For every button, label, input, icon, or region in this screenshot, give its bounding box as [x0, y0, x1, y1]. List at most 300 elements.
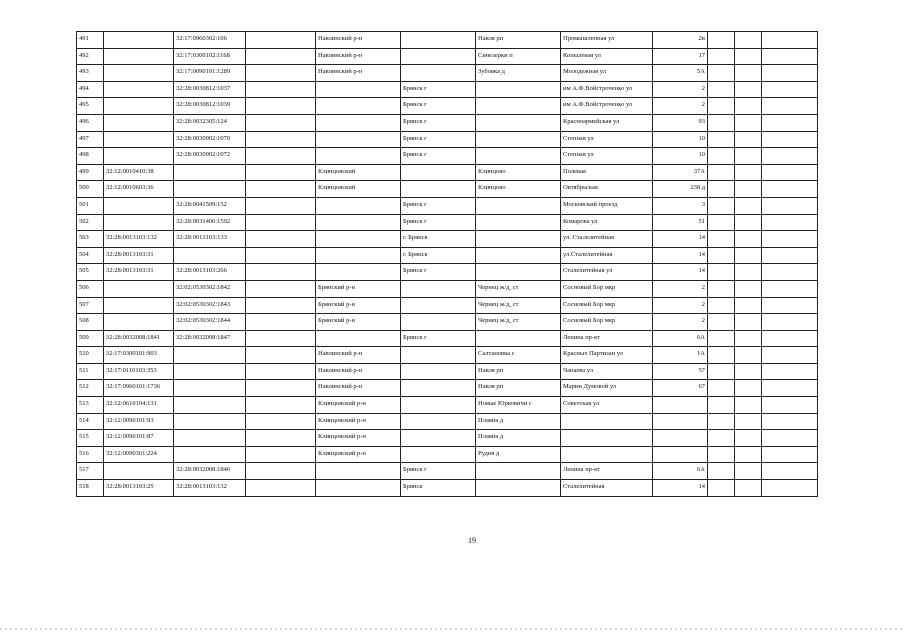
cell-empty — [735, 380, 762, 397]
cell-c6 — [476, 480, 561, 497]
cell-empty — [735, 397, 762, 414]
cell-empty — [735, 181, 762, 198]
cell-c8: 1А — [653, 347, 708, 364]
cell-c6 — [476, 131, 561, 148]
cell-c7: ул. Сталелитейная — [561, 231, 653, 248]
cell-c2 — [174, 380, 246, 397]
cell-c7: им А.Ф.Войстроченко ул — [561, 81, 653, 98]
cell-empty — [708, 314, 735, 331]
cell-empty — [762, 214, 818, 231]
cell-empty — [762, 380, 818, 397]
cell-c8: 2 — [653, 314, 708, 331]
cell-n: 495 — [77, 98, 104, 115]
cell-c8: 238 д — [653, 181, 708, 198]
cell-c6: Зубовка д — [476, 65, 561, 82]
cell-c8: 37А — [653, 164, 708, 181]
cell-empty — [735, 114, 762, 131]
cell-c5: Брянск г — [401, 98, 476, 115]
cell-c8: 10 — [653, 131, 708, 148]
cell-c2: 32:28:0032008:1847 — [174, 330, 246, 347]
cell-n: 512 — [77, 380, 104, 397]
cell-c5 — [401, 380, 476, 397]
cell-c8 — [653, 413, 708, 430]
cell-c2 — [174, 430, 246, 447]
table-row — [77, 214, 818, 231]
cell-c6: Чернец ж/д_ст — [476, 280, 561, 297]
cell-c8: 14 — [653, 264, 708, 281]
cell-c8: 2 — [653, 297, 708, 314]
cell-n: 515 — [77, 430, 104, 447]
cell-c5 — [401, 280, 476, 297]
cell-c2: 32:02:0530302:1843 — [174, 297, 246, 314]
cell-c3 — [246, 413, 316, 430]
cell-c2: 32:28:0013103:133 — [174, 231, 246, 248]
table-row — [77, 330, 818, 347]
cell-empty — [708, 214, 735, 231]
cell-empty — [762, 297, 818, 314]
cell-c8: 51 — [653, 214, 708, 231]
cell-c5 — [401, 363, 476, 380]
cell-empty — [762, 231, 818, 248]
table-row — [77, 314, 818, 331]
cell-empty — [708, 280, 735, 297]
cell-c2: 32:28:0031406:1592 — [174, 214, 246, 231]
cell-empty — [708, 131, 735, 148]
cell-c3 — [246, 131, 316, 148]
cell-c4 — [316, 480, 401, 497]
cell-c1 — [104, 114, 174, 131]
cell-c1: 32:12:0010410:38 — [104, 164, 174, 181]
cell-c2: 32:28:0030902:1070 — [174, 131, 246, 148]
cell-empty — [708, 247, 735, 264]
cell-empty — [762, 446, 818, 463]
cell-c6 — [476, 148, 561, 165]
cell-empty — [708, 231, 735, 248]
cell-c5 — [401, 48, 476, 65]
cell-c4: Клинцовский р-н — [316, 430, 401, 447]
cell-empty — [708, 480, 735, 497]
cell-c7: Красных Партизан ул — [561, 347, 653, 364]
table-row — [77, 98, 818, 115]
cell-c5 — [401, 314, 476, 331]
cell-n: 493 — [77, 65, 104, 82]
cell-c2: 32:28:0030812:1039 — [174, 98, 246, 115]
table-row — [77, 114, 818, 131]
cell-empty — [735, 197, 762, 214]
cell-c7: Копылевая ул — [561, 48, 653, 65]
cell-empty — [762, 65, 818, 82]
cell-c4 — [316, 131, 401, 148]
table-row — [77, 131, 818, 148]
cell-c3 — [246, 380, 316, 397]
cell-empty — [762, 181, 818, 198]
table-row — [77, 32, 818, 49]
cell-c3 — [246, 81, 316, 98]
cell-c2 — [174, 363, 246, 380]
cell-c2 — [174, 247, 246, 264]
cell-c5 — [401, 32, 476, 49]
cell-c5 — [401, 446, 476, 463]
cell-c7: Промышленная ул — [561, 32, 653, 49]
cell-empty — [762, 347, 818, 364]
cell-empty — [762, 197, 818, 214]
cell-c3 — [246, 98, 316, 115]
cell-empty — [708, 98, 735, 115]
cell-c6 — [476, 214, 561, 231]
cell-c5 — [401, 347, 476, 364]
cell-n: 517 — [77, 463, 104, 480]
cell-n: 511 — [77, 363, 104, 380]
cell-n: 500 — [77, 181, 104, 198]
cell-n: 496 — [77, 114, 104, 131]
cell-c5 — [401, 164, 476, 181]
cell-c4 — [316, 247, 401, 264]
cell-c1: 32:28:0013103:132 — [104, 231, 174, 248]
cell-c7: Красноармейская ул — [561, 114, 653, 131]
cell-empty — [762, 314, 818, 331]
cell-c6: Плавна д — [476, 430, 561, 447]
cell-c6: Чернец ж/д_ст — [476, 297, 561, 314]
cell-empty — [708, 148, 735, 165]
cell-c3 — [246, 363, 316, 380]
cell-c2: 32:02:0530302:1842 — [174, 280, 246, 297]
cell-c8: 5А — [653, 65, 708, 82]
cell-c4 — [316, 81, 401, 98]
cell-c2: 32:17:0090101:1289 — [174, 65, 246, 82]
cell-empty — [708, 32, 735, 49]
cell-c6: Синезерки п — [476, 48, 561, 65]
cell-c1: 32:28:0013103:25 — [104, 480, 174, 497]
cell-c7: Степная ул — [561, 148, 653, 165]
cell-c3 — [246, 430, 316, 447]
cell-c6 — [476, 197, 561, 214]
cell-c8: 14 — [653, 231, 708, 248]
cell-c8: 6А — [653, 463, 708, 480]
cell-c7 — [561, 446, 653, 463]
cell-c4: Навлинский р-н — [316, 380, 401, 397]
cell-c4 — [316, 114, 401, 131]
cell-c7: Московский проезд — [561, 197, 653, 214]
cell-n: 518 — [77, 480, 104, 497]
cell-c2 — [174, 164, 246, 181]
cell-c3 — [246, 330, 316, 347]
cell-empty — [762, 397, 818, 414]
cell-n: 499 — [77, 164, 104, 181]
cell-c1 — [104, 32, 174, 49]
cell-c8: 2 — [653, 98, 708, 115]
cell-c8: 17 — [653, 48, 708, 65]
table-row — [77, 363, 818, 380]
cell-empty — [735, 48, 762, 65]
cell-c5 — [401, 65, 476, 82]
cell-empty — [762, 247, 818, 264]
cell-empty — [735, 264, 762, 281]
cell-c1 — [104, 98, 174, 115]
cell-c1 — [104, 81, 174, 98]
table-row — [77, 347, 818, 364]
cell-empty — [708, 363, 735, 380]
cell-n: 505 — [77, 264, 104, 281]
table-row — [77, 480, 818, 497]
cell-c3 — [246, 446, 316, 463]
cell-c1 — [104, 297, 174, 314]
cell-c1: 32:17:0300101:903 — [104, 347, 174, 364]
cell-c4: Навлинский р-н — [316, 65, 401, 82]
cell-c6 — [476, 463, 561, 480]
cell-c5 — [401, 413, 476, 430]
cell-c1: 32:12:0090301:224 — [104, 446, 174, 463]
cell-c1 — [104, 48, 174, 65]
cell-empty — [762, 413, 818, 430]
cell-empty — [735, 413, 762, 430]
cell-c4: Клинцовский р-н — [316, 397, 401, 414]
cell-empty — [708, 48, 735, 65]
cell-c1 — [104, 197, 174, 214]
cell-c4 — [316, 264, 401, 281]
cell-c6: Салтановка с — [476, 347, 561, 364]
cell-c5: г. Брянск — [401, 247, 476, 264]
cell-empty — [735, 65, 762, 82]
cell-c3 — [246, 32, 316, 49]
cell-empty — [762, 131, 818, 148]
cell-c4 — [316, 197, 401, 214]
cell-c3 — [246, 264, 316, 281]
cell-c1 — [104, 314, 174, 331]
cell-empty — [735, 164, 762, 181]
cell-c5: Брянск г — [401, 131, 476, 148]
cell-c3 — [246, 347, 316, 364]
cell-n: 504 — [77, 247, 104, 264]
cell-empty — [735, 81, 762, 98]
cell-c7: им А.Ф.Войстроченко ул — [561, 98, 653, 115]
cell-c8: 2 — [653, 280, 708, 297]
cell-c8 — [653, 446, 708, 463]
cell-c4: Навлинский р-н — [316, 347, 401, 364]
cell-empty — [762, 148, 818, 165]
cell-empty — [708, 65, 735, 82]
table-row — [77, 247, 818, 264]
cell-c4 — [316, 231, 401, 248]
cell-c1 — [104, 148, 174, 165]
cell-empty — [762, 363, 818, 380]
cell-c2: 32:28:0030902:1072 — [174, 148, 246, 165]
cell-c7: Сосновый Бор мкр — [561, 297, 653, 314]
cell-c3 — [246, 181, 316, 198]
cell-c4: Навлинский р-н — [316, 363, 401, 380]
cell-c4 — [316, 463, 401, 480]
cell-empty — [762, 32, 818, 49]
cell-c6 — [476, 231, 561, 248]
cell-empty — [708, 430, 735, 447]
cell-empty — [708, 463, 735, 480]
table-row — [77, 264, 818, 281]
cell-c7: Степная ул — [561, 131, 653, 148]
cell-c7: Сталелитейная ул — [561, 264, 653, 281]
cell-empty — [762, 81, 818, 98]
cell-c1: 32:17:0110103:353 — [104, 363, 174, 380]
cell-c1: 32:12:0090101:93 — [104, 413, 174, 430]
cell-c1 — [104, 65, 174, 82]
cell-c2 — [174, 347, 246, 364]
table-row — [77, 181, 818, 198]
cell-c7: ул.Сталелитейная — [561, 247, 653, 264]
cell-c7: Октябрьская — [561, 181, 653, 198]
cell-c2 — [174, 413, 246, 430]
cell-n: 516 — [77, 446, 104, 463]
table-row — [77, 231, 818, 248]
table-row — [77, 380, 818, 397]
cell-c3 — [246, 314, 316, 331]
cell-n: 491 — [77, 32, 104, 49]
cell-empty — [708, 164, 735, 181]
cell-empty — [708, 347, 735, 364]
cell-c4: Брянский р-н — [316, 314, 401, 331]
cell-c1: 32:28:0032008:1841 — [104, 330, 174, 347]
cell-empty — [735, 330, 762, 347]
cell-c4: Клинцовский — [316, 181, 401, 198]
cell-c7: Советская ул — [561, 397, 653, 414]
table-row — [77, 197, 818, 214]
scan-artifact-line — [0, 628, 905, 630]
cell-empty — [735, 363, 762, 380]
cell-empty — [708, 330, 735, 347]
cell-c6: Новые Юрковичи с — [476, 397, 561, 414]
cell-c1 — [104, 214, 174, 231]
cell-empty — [762, 114, 818, 131]
table-row — [77, 148, 818, 165]
cell-empty — [708, 297, 735, 314]
cell-c7: Чапаева ул — [561, 363, 653, 380]
cell-c8 — [653, 430, 708, 447]
cell-empty — [708, 181, 735, 198]
cell-c3 — [246, 247, 316, 264]
cell-c2: 32:28:0032008:1846 — [174, 463, 246, 480]
cell-c1 — [104, 280, 174, 297]
cell-c8 — [653, 397, 708, 414]
table-body — [77, 32, 818, 497]
cell-empty — [735, 32, 762, 49]
cell-c3 — [246, 480, 316, 497]
cell-empty — [762, 280, 818, 297]
cell-c6: Навля рп — [476, 380, 561, 397]
cell-c2: 32:17:0300102:1168 — [174, 48, 246, 65]
cell-empty — [708, 397, 735, 414]
cell-c6: Чернец ж/д_ст — [476, 314, 561, 331]
cell-empty — [735, 131, 762, 148]
cell-c7: Сосновый Бор мкр — [561, 314, 653, 331]
cell-empty — [708, 413, 735, 430]
cell-c1: 32:28:0013103:31 — [104, 247, 174, 264]
cell-c6 — [476, 264, 561, 281]
cell-c5 — [401, 297, 476, 314]
cell-empty — [762, 264, 818, 281]
cell-c3 — [246, 164, 316, 181]
table-row — [77, 48, 818, 65]
cell-c7: Ленина пр-кт — [561, 463, 653, 480]
cell-c8: 57 — [653, 363, 708, 380]
table-row — [77, 280, 818, 297]
table-row — [77, 446, 818, 463]
table-row — [77, 65, 818, 82]
cell-c6: Рудня д — [476, 446, 561, 463]
cell-c3 — [246, 48, 316, 65]
cell-c8: 3 — [653, 197, 708, 214]
cell-c7: Ленина пр-кт — [561, 330, 653, 347]
cell-c3 — [246, 214, 316, 231]
cell-c2 — [174, 181, 246, 198]
cell-c5: Брянск г — [401, 114, 476, 131]
cell-empty — [735, 347, 762, 364]
cell-n: 498 — [77, 148, 104, 165]
cell-empty — [708, 81, 735, 98]
cell-c5 — [401, 181, 476, 198]
cell-c6: Навля рп — [476, 32, 561, 49]
cell-c3 — [246, 231, 316, 248]
cell-n: 494 — [77, 81, 104, 98]
cell-c4 — [316, 98, 401, 115]
cell-c1: 32:12:0090101:87 — [104, 430, 174, 447]
cell-n: 510 — [77, 347, 104, 364]
cell-c2 — [174, 446, 246, 463]
cell-c3 — [246, 65, 316, 82]
cell-c4: Брянский р-н — [316, 297, 401, 314]
cell-c6 — [476, 81, 561, 98]
cell-empty — [762, 430, 818, 447]
cell-empty — [708, 380, 735, 397]
cell-c6: Плавна д — [476, 413, 561, 430]
cell-n: 492 — [77, 48, 104, 65]
cell-c7 — [561, 430, 653, 447]
cell-c5 — [401, 397, 476, 414]
cell-c2: 32:28:0032305:124 — [174, 114, 246, 131]
cell-c4: Клинцовский — [316, 164, 401, 181]
table-row — [77, 430, 818, 447]
table-row — [77, 297, 818, 314]
cell-empty — [708, 197, 735, 214]
cell-c6 — [476, 247, 561, 264]
cell-c7: Молодежная ул — [561, 65, 653, 82]
cell-c4: Навлинский р-н — [316, 32, 401, 49]
cell-c5: Брянск г — [401, 148, 476, 165]
cell-c4: Навлинский р-н — [316, 48, 401, 65]
table-row — [77, 463, 818, 480]
cell-c2: 32:17:0960302:106 — [174, 32, 246, 49]
cell-n: 513 — [77, 397, 104, 414]
cell-c5: Брянск — [401, 480, 476, 497]
cell-empty — [762, 330, 818, 347]
cell-n: 507 — [77, 297, 104, 314]
cell-c6 — [476, 98, 561, 115]
cell-empty — [735, 314, 762, 331]
cell-n: 501 — [77, 197, 104, 214]
cell-c7 — [561, 413, 653, 430]
cell-n: 514 — [77, 413, 104, 430]
cell-c6: Клинцово — [476, 181, 561, 198]
cell-c1: 32:12:0610104:131 — [104, 397, 174, 414]
cell-c4 — [316, 330, 401, 347]
cell-c8: 6А — [653, 330, 708, 347]
cell-c1 — [104, 463, 174, 480]
cell-c6 — [476, 330, 561, 347]
cell-n: 497 — [77, 131, 104, 148]
cell-c7: Сосновый Бор мкр — [561, 280, 653, 297]
cell-c5: Брянск г — [401, 264, 476, 281]
table-row — [77, 164, 818, 181]
cell-c4: Клинцовский р-н — [316, 413, 401, 430]
cell-c5: Брянск г — [401, 81, 476, 98]
cell-c3 — [246, 397, 316, 414]
cell-empty — [708, 264, 735, 281]
